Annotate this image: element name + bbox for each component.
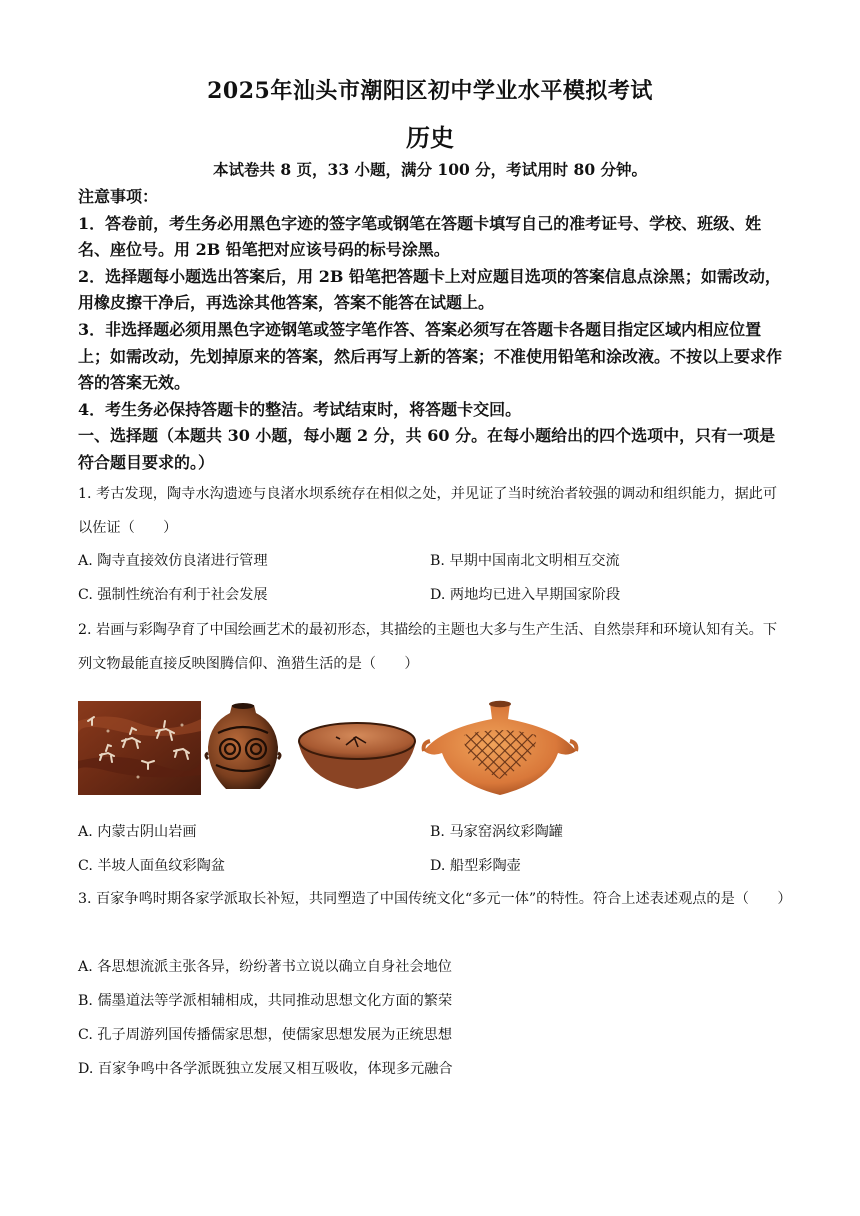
question-1-stem: 1. 考古发现，陶寺水沟遗迹与良渚水坝系统存在相似之处，并见证了当时统治者较强的调动和组织能力，据此可以佐证（ ） [78, 486, 778, 536]
rock-painting-image [78, 701, 201, 795]
artifact-images [78, 699, 588, 811]
painted-pottery-jar-image [204, 699, 282, 799]
section-heading: 一、选择题（本题共 30 小题，每小题 2 分，共 60 分。在每小题给出的四个选项中，只有一项是符合题目要求的。） [78, 426, 776, 472]
question-3-stem: 3. 百家争鸣时期各家学派取长补短，共同塑造了中国传统文化“多元一体”的特性。符合上述表述观点的是（ ） [78, 891, 792, 907]
q2-option-b: B. 马家窑涡纹彩陶罐 [430, 824, 563, 840]
q1-option-d: D. 两地均已进入早期国家阶段 [430, 587, 621, 603]
exam-info: 本试卷共 8 页，33 小题，满分 100 分，考试用时 80 分钟。 [212, 160, 648, 179]
q3-option-a: A. 各思想流派主张各异，纷纷著书立说以确立自身社会地位 [78, 959, 452, 975]
exam-title: 2025年汕头市潮阳区初中学业水平模拟考试 [207, 78, 653, 104]
question-2-stem: 2. 岩画与彩陶孕育了中国绘画艺术的最初形态，其描绘的主题也大多与生产生活、自然崇拜和环境认知有关。下列文物最能直接反映图腾信仰、渔猎生活的是（ ） [78, 622, 778, 672]
fish-pattern-basin-image [296, 719, 418, 791]
boat-shaped-pot-image [420, 699, 580, 807]
note-item: 4．考生务必保持答题卡的整洁。考试结束时，将答题卡交回。 [78, 399, 522, 419]
q2-option-a: A. 内蒙古阴山岩画 [78, 824, 197, 840]
q1-option-b: B. 早期中国南北文明相互交流 [430, 553, 620, 569]
notes-heading: 注意事项： [78, 187, 159, 206]
note-item: 1．答卷前，考生务必用黑色字迹的签字笔或钢笔在答题卡填写自己的准考证号、学校、班级、姓名、座位号。用 2B 铅笔把对应该号码的标号涂黑。 [78, 213, 762, 260]
note-item: 3．非选择题必须用黑色字迹钢笔或签字笔作答、答案必须写在答题卡各题目指定区域内相应位置上；如需改动，先划掉原来的答案，然后再写上新的答案；不准使用铅笔和涂改液。不按以上要求作答的答案无效。 [78, 319, 783, 393]
q2-option-c: C. 半坡人面鱼纹彩陶盆 [78, 858, 226, 874]
q3-option-c: C. 孔子周游列国传播儒家思想，使儒家思想发展为正统思想 [78, 1027, 453, 1043]
q3-option-d: D. 百家争鸣中各学派既独立发展又相互吸收，体现多元融合 [78, 1061, 453, 1077]
subject-title: 历史 [406, 123, 454, 152]
note-item: 2．选择题每小题选出答案后，用 2B 铅笔把答题卡上对应题目选项的答案信息点涂黑；如需改动，用橡皮擦干净后，再选涂其他答案，答案不能答在试题上。 [78, 266, 781, 313]
notes-block [78, 184, 788, 477]
q1-option-a: A. 陶寺直接效仿良渚进行管理 [78, 553, 268, 569]
q3-option-b: B. 儒墨道法等学派相辅相成，共同推动思想文化方面的繁荣 [78, 993, 453, 1009]
q2-option-d: D. 船型彩陶壶 [430, 858, 521, 874]
q1-option-c: C. 强制性统治有利于社会发展 [78, 587, 268, 603]
